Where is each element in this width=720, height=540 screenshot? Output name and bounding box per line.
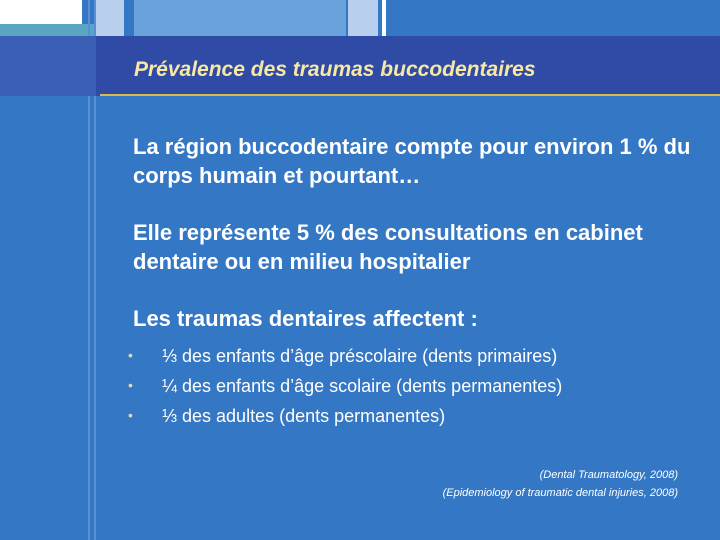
bullet-list [128,341,562,431]
bullet-text: ⅓ des adultes (dents permanentes) [162,406,446,426]
deco-white-divider [382,0,386,36]
bullet-icon: • [128,347,133,363]
slide-title: Prévalence des traumas buccodentaires [134,58,536,81]
paragraph-consultations: Elle représente 5 % des consultations en cabinet dentaire ou en milieu hospitalier [133,220,643,274]
header-left-strip [0,36,96,96]
deco-pale-block-1 [96,0,124,36]
list-item [128,371,562,401]
bullet-icon: • [128,377,133,393]
reference-item: (Dental Traumatology, 2008) [539,469,678,481]
deco-light-block [134,0,346,36]
list-item [128,341,562,371]
title-underline [100,94,720,96]
deco-teal-block [0,24,96,36]
paragraph-affected: Les traumas dentaires affectent : [133,306,478,331]
bullet-icon: • [128,407,133,423]
reference-item: (Epidemiology of traumatic dental injuries, 2008) [442,487,678,499]
bullet-text: ¼ des enfants d’âge scolaire (dents permanentes) [162,376,563,396]
references [443,466,678,502]
deco-white-block [0,0,82,24]
list-item [128,401,562,431]
deco-pale-block-2 [348,0,378,36]
paragraph-body-region: La région buccodentaire compte pour environ 1 % du corps humain et pourtant… [133,134,691,188]
bullet-text: ⅓ des enfants d’âge préscolaire (dents primaires) [162,346,558,366]
